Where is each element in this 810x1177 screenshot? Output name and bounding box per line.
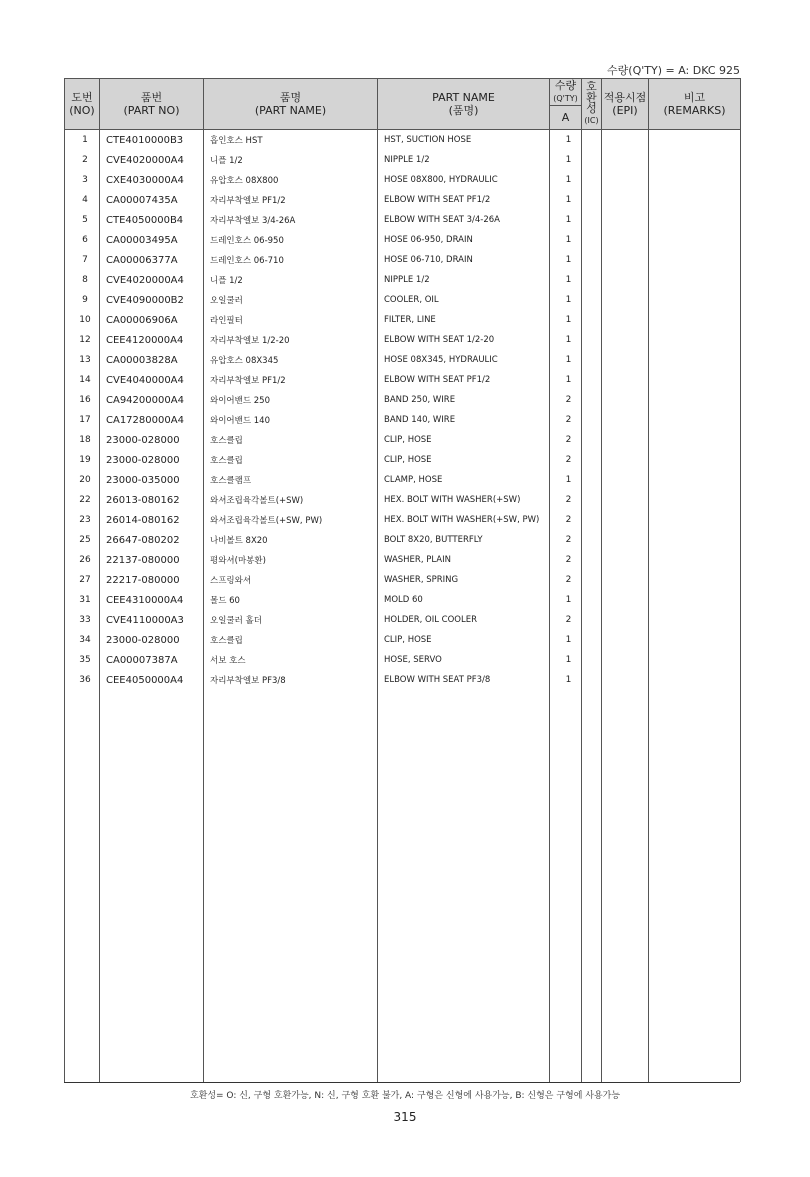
row-no: 33 [65, 610, 100, 630]
row-part-no: CVE4020000A4 [100, 270, 204, 290]
table-row [65, 590, 741, 610]
row-english-name: CLIP, HOSE [378, 430, 550, 450]
row-ic [582, 270, 602, 290]
row-english-name: ELBOW WITH SEAT PF1/2 [378, 190, 550, 210]
row-no: 22 [65, 490, 100, 510]
row-english-name: ELBOW WITH SEAT PF1/2 [378, 370, 550, 390]
header-ic-chars: 호 환 성 [586, 80, 597, 115]
row-qty: 1 [550, 310, 582, 330]
row-part-name: 자리부착엘보 1/2-20 [204, 330, 378, 350]
row-epi [602, 210, 649, 230]
row-ic [582, 310, 602, 330]
row-english-name: BAND 250, WIRE [378, 390, 550, 410]
row-ic [582, 230, 602, 250]
header-part-no-ko: 품번 [140, 91, 163, 104]
row-qty: 1 [550, 590, 582, 610]
table-row [65, 510, 741, 530]
row-part-no: CA17280000A4 [100, 410, 204, 430]
row-remarks [649, 510, 741, 530]
row-remarks [649, 570, 741, 590]
row-ic [582, 550, 602, 570]
row-no: 7 [65, 250, 100, 270]
row-remarks [649, 590, 741, 610]
table-row [65, 210, 741, 230]
row-part-name: 니플 1/2 [204, 270, 378, 290]
row-qty: 2 [550, 490, 582, 510]
row-qty: 1 [550, 250, 582, 270]
row-ic [582, 250, 602, 270]
row-epi [602, 670, 649, 690]
row-epi [602, 630, 649, 650]
row-english-name: ELBOW WITH SEAT 1/2-20 [378, 330, 550, 350]
row-remarks [649, 650, 741, 670]
table-row [65, 170, 741, 190]
row-part-no: 26013-080162 [100, 490, 204, 510]
row-part-name: 자리부착엘보 3/4-26A [204, 210, 378, 230]
row-no: 14 [65, 370, 100, 390]
row-remarks [649, 630, 741, 650]
row-part-no: CVE4040000A4 [100, 370, 204, 390]
row-ic [582, 630, 602, 650]
header-qty-a: A [550, 106, 582, 130]
row-english-name: WASHER, PLAIN [378, 550, 550, 570]
table-row [65, 370, 741, 390]
row-ic [582, 150, 602, 170]
row-part-name: 와셔조립육각볼트(+SW, PW) [204, 510, 378, 530]
header-part-name-en: (PART NAME) [254, 104, 327, 117]
row-part-no: CTE4050000B4 [100, 210, 204, 230]
row-qty: 1 [550, 630, 582, 650]
table-row [65, 530, 741, 550]
row-qty: 2 [550, 430, 582, 450]
row-ic [582, 670, 602, 690]
row-part-name: 호스클립 [204, 630, 378, 650]
header-no [65, 79, 100, 130]
row-ic [582, 290, 602, 310]
header-english-name-title: PART NAME [432, 91, 495, 104]
row-qty: 2 [550, 510, 582, 530]
row-ic [582, 130, 602, 151]
header-part-name-ko: 품명 [279, 91, 302, 104]
row-ic [582, 530, 602, 550]
empty-cell [65, 690, 100, 1082]
empty-cell [378, 690, 550, 1082]
row-part-name: 나비볼트 8X20 [204, 530, 378, 550]
row-remarks [649, 430, 741, 450]
row-no: 2 [65, 150, 100, 170]
row-ic [582, 390, 602, 410]
row-part-name: 호스클립 [204, 450, 378, 470]
row-qty: 1 [550, 170, 582, 190]
row-epi [602, 270, 649, 290]
header-part-no [100, 79, 204, 130]
row-remarks [649, 330, 741, 350]
row-remarks [649, 550, 741, 570]
row-remarks [649, 530, 741, 550]
table-row [65, 190, 741, 210]
row-part-no: CVE4020000A4 [100, 150, 204, 170]
row-no: 9 [65, 290, 100, 310]
row-remarks [649, 410, 741, 430]
row-remarks [649, 210, 741, 230]
row-qty: 1 [550, 650, 582, 670]
row-qty: 1 [550, 150, 582, 170]
compatibility-note: 호환성= O: 신, 구형 호환가능, N: 신, 구형 호환 불가, A: 구형은 신형에 사용가능, B: 신형은 구형에 사용가능 [189, 1091, 621, 1101]
table-row [65, 130, 741, 151]
row-part-no: CA00003828A [100, 350, 204, 370]
row-ic [582, 330, 602, 350]
row-epi [602, 590, 649, 610]
header-no-en: (NO) [69, 104, 95, 117]
row-part-no: CA94200000A4 [100, 390, 204, 410]
row-part-name: 와이어밴드 140 [204, 410, 378, 430]
header-english-name-sub: (품명) [448, 104, 479, 117]
table-row [65, 270, 741, 290]
row-part-name: 서보 호스 [204, 650, 378, 670]
row-remarks [649, 290, 741, 310]
row-epi [602, 510, 649, 530]
parts-table-body [65, 130, 741, 1083]
row-english-name: FILTER, LINE [378, 310, 550, 330]
row-part-no: 22217-080000 [100, 570, 204, 590]
row-no: 10 [65, 310, 100, 330]
row-part-name: 몰드 60 [204, 590, 378, 610]
row-part-name: 자리부착엘보 PF1/2 [204, 190, 378, 210]
header-epi-en: (EPI) [612, 104, 638, 117]
row-no: 31 [65, 590, 100, 610]
row-epi [602, 550, 649, 570]
row-qty: 1 [550, 210, 582, 230]
row-epi [602, 610, 649, 630]
row-ic [582, 490, 602, 510]
row-no: 5 [65, 210, 100, 230]
row-english-name: HOLDER, OIL COOLER [378, 610, 550, 630]
row-english-name: HOSE 06-950, DRAIN [378, 230, 550, 250]
row-remarks [649, 670, 741, 690]
row-epi [602, 370, 649, 390]
qty-note: 수량(Q'TY) = A: DKC 925 [607, 64, 740, 77]
row-remarks [649, 310, 741, 330]
row-epi [602, 290, 649, 310]
row-part-no: CA00007435A [100, 190, 204, 210]
row-epi [602, 250, 649, 270]
row-english-name: NIPPLE 1/2 [378, 150, 550, 170]
row-epi [602, 170, 649, 190]
row-english-name: ELBOW WITH SEAT PF3/8 [378, 670, 550, 690]
row-part-name: 호스클립 [204, 430, 378, 450]
row-part-name: 와이어밴드 250 [204, 390, 378, 410]
row-part-no: CA00003495A [100, 230, 204, 250]
parts-table [64, 78, 741, 1082]
table-row [65, 230, 741, 250]
row-qty: 2 [550, 530, 582, 550]
row-english-name: CLAMP, HOSE [378, 470, 550, 490]
row-part-no: CVE4110000A3 [100, 610, 204, 630]
page-number: 315 [393, 1110, 417, 1124]
row-ic [582, 650, 602, 670]
row-no: 26 [65, 550, 100, 570]
header-ic-en: (IC) [584, 116, 599, 125]
row-epi [602, 650, 649, 670]
row-part-no: CTE4010000B3 [100, 130, 204, 151]
table-row [65, 470, 741, 490]
row-remarks [649, 130, 741, 151]
row-qty: 1 [550, 330, 582, 350]
row-part-no: CA00006906A [100, 310, 204, 330]
row-part-no: 26647-080202 [100, 530, 204, 550]
header-epi [602, 79, 649, 130]
header-qty [550, 79, 582, 106]
table-row [65, 310, 741, 330]
row-ic [582, 430, 602, 450]
row-qty: 1 [550, 190, 582, 210]
row-qty: 1 [550, 350, 582, 370]
header-remarks [649, 79, 741, 130]
table-row [65, 350, 741, 370]
row-no: 17 [65, 410, 100, 430]
row-part-no: CVE4090000B2 [100, 290, 204, 310]
row-part-name: 자리부착엘보 PF1/2 [204, 370, 378, 390]
row-remarks [649, 230, 741, 250]
row-part-name: 와셔조립육각볼트(+SW) [204, 490, 378, 510]
row-no: 12 [65, 330, 100, 350]
row-part-name: 자리부착엘보 PF3/8 [204, 670, 378, 690]
row-ic [582, 610, 602, 630]
empty-cell [100, 690, 204, 1082]
row-qty: 2 [550, 450, 582, 470]
table-row [65, 410, 741, 430]
row-epi [602, 450, 649, 470]
row-remarks [649, 610, 741, 630]
header-remarks-ko: 비고 [683, 91, 706, 104]
header-no-ko: 도번 [71, 91, 93, 104]
row-qty: 2 [550, 550, 582, 570]
empty-cell [204, 690, 378, 1082]
row-qty: 1 [550, 130, 582, 151]
table-row [65, 390, 741, 410]
parts-sheet [64, 78, 740, 1083]
row-remarks [649, 490, 741, 510]
row-qty: 1 [550, 670, 582, 690]
row-qty: 2 [550, 570, 582, 590]
header-qty-ko: 수량 [554, 79, 577, 92]
header-english-name [378, 79, 550, 130]
empty-rows-area [65, 690, 741, 1082]
row-english-name: BOLT 8X20, BUTTERFLY [378, 530, 550, 550]
row-no: 35 [65, 650, 100, 670]
row-remarks [649, 250, 741, 270]
row-part-name: 오일쿨러 홀더 [204, 610, 378, 630]
row-no: 23 [65, 510, 100, 530]
table-row [65, 490, 741, 510]
row-no: 25 [65, 530, 100, 550]
row-part-no: CEE4050000A4 [100, 670, 204, 690]
table-row [65, 670, 741, 690]
header-remarks-en: (REMARKS) [663, 104, 726, 117]
row-epi [602, 470, 649, 490]
row-remarks [649, 350, 741, 370]
row-qty: 1 [550, 370, 582, 390]
table-row [65, 610, 741, 630]
row-part-no: 23000-028000 [100, 430, 204, 450]
row-english-name: CLIP, HOSE [378, 450, 550, 470]
row-no: 18 [65, 430, 100, 450]
table-row [65, 450, 741, 470]
header-part-name [204, 79, 378, 130]
row-epi [602, 350, 649, 370]
empty-cell [550, 690, 582, 1082]
row-english-name: MOLD 60 [378, 590, 550, 610]
row-epi [602, 410, 649, 430]
row-english-name: HOSE 08X800, HYDRAULIC [378, 170, 550, 190]
row-part-name: 호스클램프 [204, 470, 378, 490]
row-ic [582, 470, 602, 490]
row-qty: 1 [550, 470, 582, 490]
row-epi [602, 570, 649, 590]
row-part-name: 평와셔(마봉환) [204, 550, 378, 570]
row-qty: 1 [550, 230, 582, 250]
row-english-name: CLIP, HOSE [378, 630, 550, 650]
row-ic [582, 570, 602, 590]
table-row [65, 430, 741, 450]
row-part-no: 22137-080000 [100, 550, 204, 570]
row-no: 13 [65, 350, 100, 370]
table-row [65, 250, 741, 270]
row-ic [582, 350, 602, 370]
row-no: 27 [65, 570, 100, 590]
row-part-name: 유압호스 08X345 [204, 350, 378, 370]
row-no: 3 [65, 170, 100, 190]
row-epi [602, 130, 649, 151]
row-qty: 2 [550, 610, 582, 630]
row-epi [602, 150, 649, 170]
row-part-no: CA00006377A [100, 250, 204, 270]
row-part-no: CEE4120000A4 [100, 330, 204, 350]
header-qty-en: (Q'TY) [553, 94, 578, 103]
header-epi-ko: 적용시점 [603, 91, 647, 104]
empty-cell [602, 690, 649, 1082]
row-no: 6 [65, 230, 100, 250]
row-part-no: 23000-028000 [100, 450, 204, 470]
header-part-no-en: (PART NO) [123, 104, 180, 117]
empty-cell [649, 690, 741, 1082]
row-part-name: 드레인호스 06-710 [204, 250, 378, 270]
row-remarks [649, 150, 741, 170]
row-english-name: WASHER, SPRING [378, 570, 550, 590]
row-part-no: 23000-028000 [100, 630, 204, 650]
row-english-name: HOSE 08X345, HYDRAULIC [378, 350, 550, 370]
row-epi [602, 530, 649, 550]
row-no: 16 [65, 390, 100, 410]
row-part-no: 23000-035000 [100, 470, 204, 490]
row-no: 20 [65, 470, 100, 490]
row-epi [602, 310, 649, 330]
row-ic [582, 370, 602, 390]
row-epi [602, 330, 649, 350]
row-part-no: 26014-080162 [100, 510, 204, 530]
row-part-name: 니플 1/2 [204, 150, 378, 170]
row-no: 8 [65, 270, 100, 290]
row-ic [582, 510, 602, 530]
table-row [65, 630, 741, 650]
row-part-name: 유압호스 08X800 [204, 170, 378, 190]
empty-cell [582, 690, 602, 1082]
row-remarks [649, 450, 741, 470]
row-remarks [649, 390, 741, 410]
row-no: 19 [65, 450, 100, 470]
row-part-name: 드레인호스 06-950 [204, 230, 378, 250]
row-english-name: HEX. BOLT WITH WASHER(+SW, PW) [378, 510, 550, 530]
row-qty: 1 [550, 290, 582, 310]
row-remarks [649, 470, 741, 490]
row-remarks [649, 170, 741, 190]
table-row [65, 150, 741, 170]
row-epi [602, 390, 649, 410]
row-remarks [649, 190, 741, 210]
row-ic [582, 590, 602, 610]
row-epi [602, 230, 649, 250]
row-part-no: CA00007387A [100, 650, 204, 670]
row-no: 36 [65, 670, 100, 690]
row-english-name: HOSE 06-710, DRAIN [378, 250, 550, 270]
row-part-name: 스프링와셔 [204, 570, 378, 590]
row-no: 4 [65, 190, 100, 210]
row-ic [582, 210, 602, 230]
row-part-name: 라인필터 [204, 310, 378, 330]
row-ic [582, 450, 602, 470]
row-epi [602, 490, 649, 510]
table-row [65, 570, 741, 590]
row-part-name: 흡인호스 HST [204, 130, 378, 151]
row-remarks [649, 270, 741, 290]
header-ic [582, 79, 602, 130]
row-english-name: HST, SUCTION HOSE [378, 130, 550, 151]
row-epi [602, 430, 649, 450]
row-no: 1 [65, 130, 100, 151]
row-ic [582, 190, 602, 210]
row-english-name: NIPPLE 1/2 [378, 270, 550, 290]
row-english-name: HEX. BOLT WITH WASHER(+SW) [378, 490, 550, 510]
table-row [65, 650, 741, 670]
table-row [65, 290, 741, 310]
row-no: 34 [65, 630, 100, 650]
row-english-name: BAND 140, WIRE [378, 410, 550, 430]
row-ic [582, 170, 602, 190]
row-qty: 1 [550, 270, 582, 290]
table-row [65, 330, 741, 350]
row-epi [602, 190, 649, 210]
row-qty: 2 [550, 410, 582, 430]
row-qty: 2 [550, 390, 582, 410]
row-part-no: CEE4310000A4 [100, 590, 204, 610]
row-part-name: 오일쿨러 [204, 290, 378, 310]
row-english-name: COOLER, OIL [378, 290, 550, 310]
row-remarks [649, 370, 741, 390]
row-part-no: CXE4030000A4 [100, 170, 204, 190]
table-row [65, 550, 741, 570]
row-english-name: HOSE, SERVO [378, 650, 550, 670]
row-ic [582, 410, 602, 430]
row-english-name: ELBOW WITH SEAT 3/4-26A [378, 210, 550, 230]
